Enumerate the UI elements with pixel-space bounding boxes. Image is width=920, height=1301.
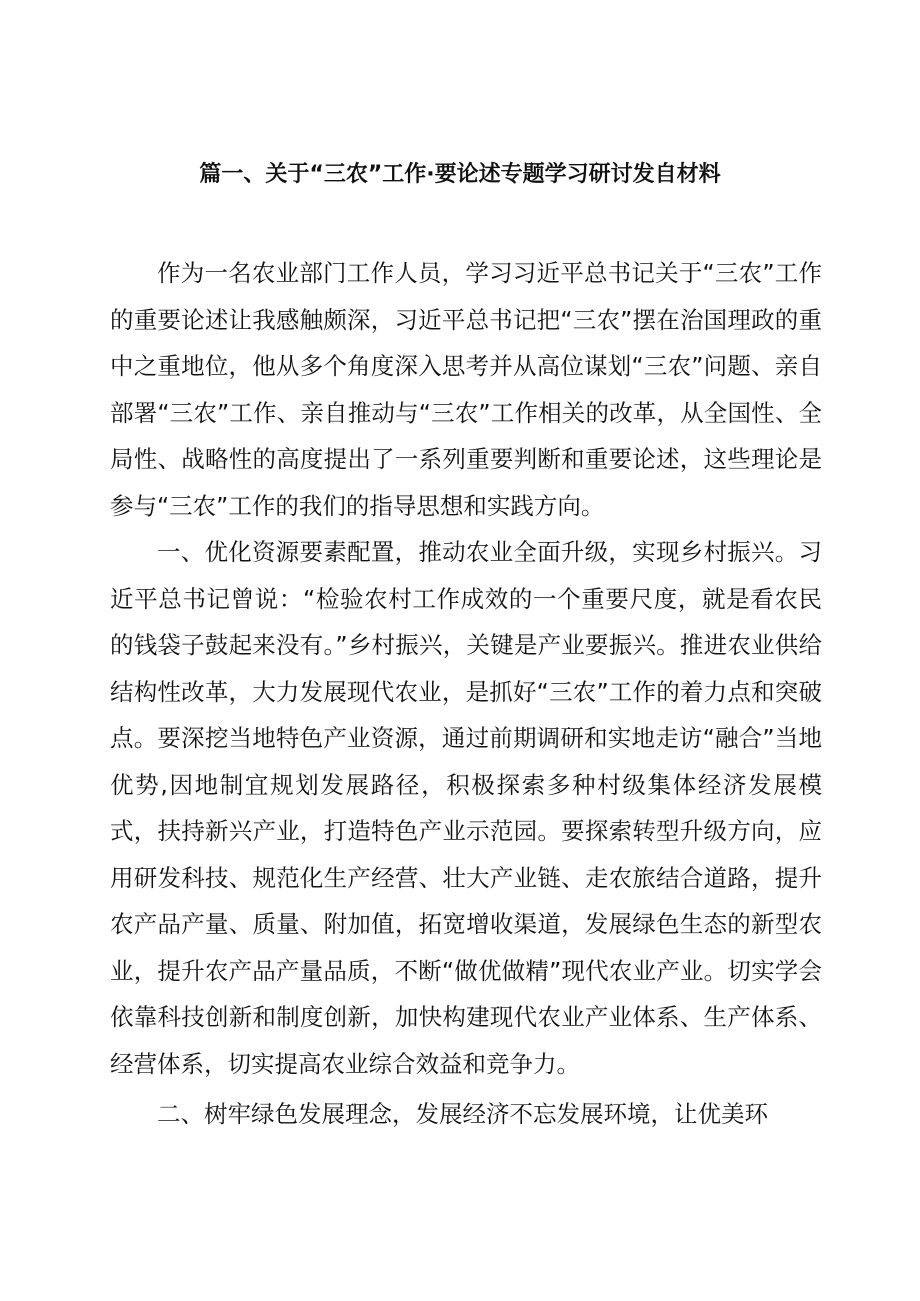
document-title: 篇一、关于“三农”工作·要论述专题学习研讨发自材料 <box>199 162 721 187</box>
document-body <box>110 250 822 1138</box>
paragraph-section-one: 一、优化资源要素配置，推动农业全面升级，实现乡村振兴。习近平总书记曾说：“检验农村工作成效的一个重要尺度，就是看农民的钱袋子鼓起来没有。”乡村振兴，关键是产业要振兴。推进农业供给结构性改革，大力发展现代农业，是抓好“三农”工作的着力点和突破点。要深挖当地特色产业资源，通过前期调研和实地走访“融合”当地优势,因地制宜规划发展路径，积极探索多种村级集体经济发展模式，扶持新兴产业，打造特色产业示范园。要探索转型升级方向，应用研发科技、规范化生产经营、壮大产业链、走农旅结合道路，提升农产品产量、质量、附加值，拓宽增收渠道，发展绿色生态的新型农业，提升农产品产量品质，不断“做优做精”现代农业产业。切实学会依靠科技创新和制度创新，加快构建现代农业产业体系、生产体系、经营体系，切实提高农业综合效益和竞争力。 <box>110 538 822 1078</box>
paragraph-intro: 作为一名农业部门工作人员，学习习近平总书记关于“三农”工作的重要论述让我感触颇深，习近平总书记把“三农”摆在治国理政的重中之重地位，他从多个角度深入思考并从高位谋划“三农”问题、亲自部署“三农”工作、亲自推动与“三农”工作相关的改革，从全国性、全局性、战略性的高度提出了一系列重要判断和重要论述，这些理论是参与“三农”工作的我们的指导思想和实践方向。 <box>110 259 822 520</box>
paragraph-section-two: 二、树牢绿色发展理念，发展经济不忘发展环境，让优美环 <box>157 1100 768 1128</box>
